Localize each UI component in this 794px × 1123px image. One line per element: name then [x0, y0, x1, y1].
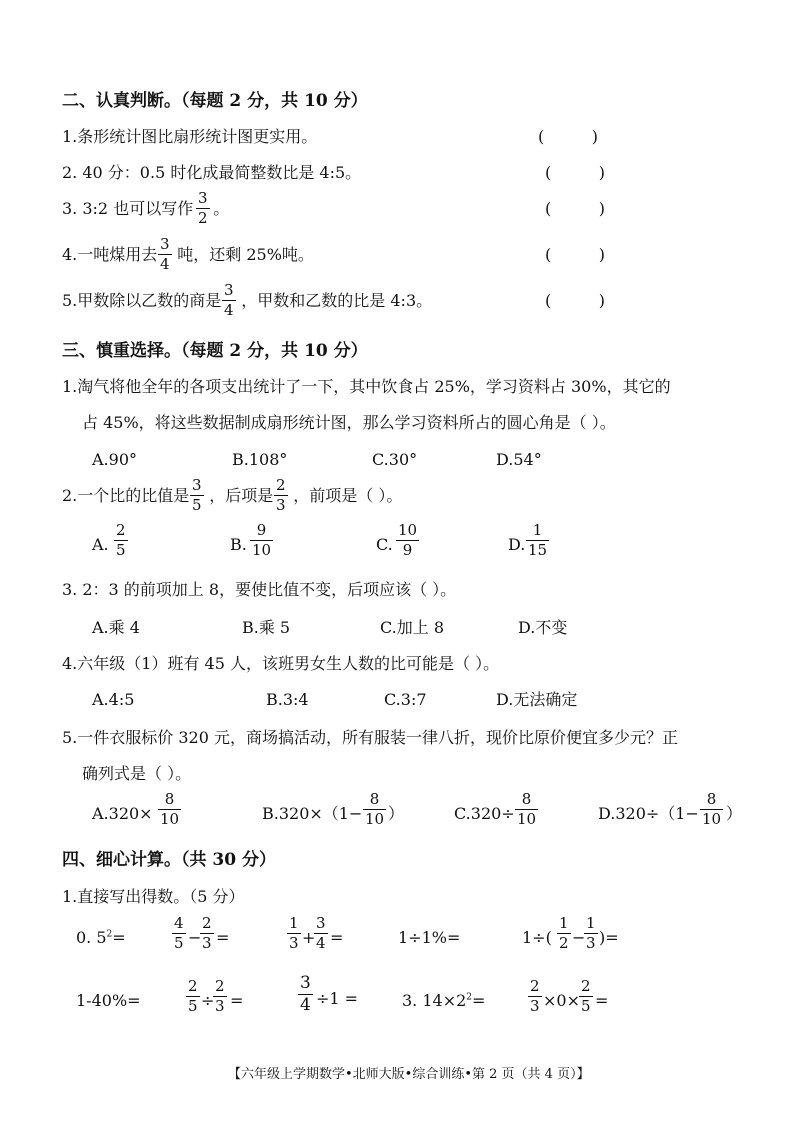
q2-option-c-fraction: 10 9 [398, 521, 418, 559]
q5-option-b[interactable]: B.320×（1− [262, 804, 363, 823]
choice-q2: 2.一个比的比值是 ，后项是 ，前项是（ ）。 [62, 486, 403, 505]
fraction-3-4b: 3 4 [224, 281, 234, 319]
calc-r1-e5-eq: )= [599, 928, 619, 947]
calc-r1-e2-f2: 2 3 [202, 914, 212, 952]
q2-fraction-latter: 2 3 [276, 476, 286, 514]
calc-r1-e3-eq: = [330, 928, 344, 947]
fraction-3-2: 3 2 [198, 189, 208, 227]
calc-r2-e1: 1-40%= [76, 991, 141, 1010]
q2-fraction-ratio: 3 5 [192, 476, 202, 514]
choice-q5-line2: 确列式是（ ）。 [82, 764, 192, 783]
q5-option-a-fraction: 8 10 [160, 790, 180, 828]
q2-option-b[interactable]: B. [230, 535, 247, 554]
q2-option-b-fraction: 9 10 [252, 521, 272, 559]
q4-option-a[interactable]: A.4:5 [92, 690, 135, 709]
calc-r2-e5-f1: 2 3 [530, 977, 540, 1015]
calc-r1-e5-f1: 1 2 [559, 914, 569, 952]
choice-q4: 4.六年级（1）班有 45 人，该班男女生人数的比可能是（ ）。 [62, 654, 500, 673]
q4-option-c[interactable]: C.3:7 [384, 690, 427, 709]
q3-option-a[interactable]: A.乘 4 [92, 618, 140, 637]
q1-option-d[interactable]: D.54° [496, 450, 542, 469]
answer-blank-5[interactable]: ( ) [545, 291, 605, 310]
q2-option-d[interactable]: D. [508, 535, 526, 554]
answer-blank-3[interactable]: ( ) [545, 199, 605, 218]
q5-option-d[interactable]: D.320÷（1− [598, 804, 699, 823]
calc-subtitle: 1.直接写出得数。（5 分） [62, 887, 245, 906]
calc-r2-e5-eq: = [595, 991, 609, 1010]
judge-item-2: 2. 40 分：0.5 时化成最简整数比是 4:5。 [62, 163, 362, 182]
calc-r1-e2-op: − [188, 928, 202, 947]
calc-r1-e3-f1: 1 3 [289, 914, 299, 952]
q5-option-a[interactable]: A.320× [92, 804, 153, 823]
choice-q1-line1: 1.淘气将他全年的各项支出统计了一下，其中饮食占 25%，学习资料占 30%，其它的 [62, 377, 671, 396]
calc-r1-e2-f1: 4 5 [174, 914, 184, 952]
calc-r1-e5-f2: 1 3 [586, 914, 596, 952]
q5-option-c[interactable]: C.320÷ [454, 804, 515, 823]
calc-r1-e3-f2: 3 4 [316, 914, 326, 952]
judge-item-3: 3. 3:2 也可以写作 。 [62, 199, 230, 218]
q3-option-b[interactable]: B.乘 5 [242, 618, 291, 637]
q3-option-d[interactable]: D.不变 [518, 618, 568, 637]
calc-r2-e5-mid: ×0× [543, 991, 580, 1010]
calc-r1-e5-op: − [572, 928, 586, 947]
q5-option-c-fraction: 8 10 [517, 790, 537, 828]
q2-option-c[interactable]: C. [376, 535, 393, 554]
calc-r2-e5-f2: 2 5 [581, 977, 591, 1015]
choice-q1-line2: 占 45%，将这些数据制成扇形统计图，那么学习资料所占的圆心角是（ ）。 [82, 413, 616, 432]
choice-q3: 3. 2：3 的前项加上 8，要使比值不变，后项应该（ ）。 [62, 580, 457, 599]
calc-r2-e2-op: ÷ [201, 991, 215, 1010]
q2-option-a-fraction: 2 5 [116, 521, 126, 559]
q3-option-c[interactable]: C.加上 8 [380, 618, 445, 637]
calc-r1-e2-eq: = [216, 928, 230, 947]
calc-r2-e2-f1: 2 5 [188, 977, 198, 1015]
answer-blank-2[interactable]: ( ) [545, 163, 605, 182]
q1-option-b[interactable]: B.108° [232, 450, 288, 469]
fraction-3-4: 3 4 [160, 235, 170, 273]
calc-r1-e5-pre: 1÷( [522, 928, 552, 947]
section-2-title: 二、认真判断。（每题 2 分，共 10 分） [62, 91, 368, 111]
judge-item-1: 1.条形统计图比扇形统计图更实用。 [62, 127, 318, 146]
judge-item-5: 5.甲数除以乙数的商是 ，甲数和乙数的比是 4:3。 [62, 291, 433, 310]
calc-r2-e4: 3. $14\times 2^2=$ [402, 991, 486, 1010]
calc-r1-e1: 0. $5^2=$ [76, 928, 126, 947]
calc-r1-e4: 1÷1%= [398, 928, 461, 947]
answer-blank-1[interactable]: ( ) [538, 127, 598, 146]
calc-r2-e2-eq: = [230, 991, 244, 1010]
q5-option-b-fraction: 8 10 [365, 790, 385, 828]
q4-option-b[interactable]: B.3:4 [266, 690, 309, 709]
calc-r2-e3-tail: ÷1 = [316, 989, 359, 1008]
q2-option-d-fraction: 1 15 [528, 521, 548, 559]
q5-option-b-close: ） [388, 804, 405, 823]
calc-r1-e3-op: + [302, 928, 316, 947]
page-footer: 【六年级上学期数学•北师大版•综合训练•第 2 页（共 4 页）】 [228, 1067, 590, 1082]
section-4-title: 四、细心计算。（共 30 分） [62, 850, 276, 870]
choice-q5-line1: 5.一件衣服标价 320 元，商场搞活动，所有服装一律八折，现价比原价便宜多少元？正 [62, 728, 678, 747]
section-3-title: 三、慎重选择。（每题 2 分，共 10 分） [62, 341, 368, 361]
q5-option-d-fraction: 8 10 [702, 790, 722, 828]
calc-r2-e2-f2: 2 3 [215, 977, 225, 1015]
q4-option-d[interactable]: D.无法确定 [496, 690, 578, 709]
q1-option-a[interactable]: A.90° [92, 450, 137, 469]
q2-option-a[interactable]: A. [92, 535, 109, 554]
q1-option-c[interactable]: C.30° [372, 450, 418, 469]
answer-blank-4[interactable]: ( ) [545, 245, 605, 264]
calc-r2-e3-f1: 3 4 [300, 973, 311, 1015]
q5-option-d-close: ） [726, 804, 743, 823]
judge-item-4: 4.一吨煤用去 吨，还剩 25%吨。 [62, 245, 314, 264]
